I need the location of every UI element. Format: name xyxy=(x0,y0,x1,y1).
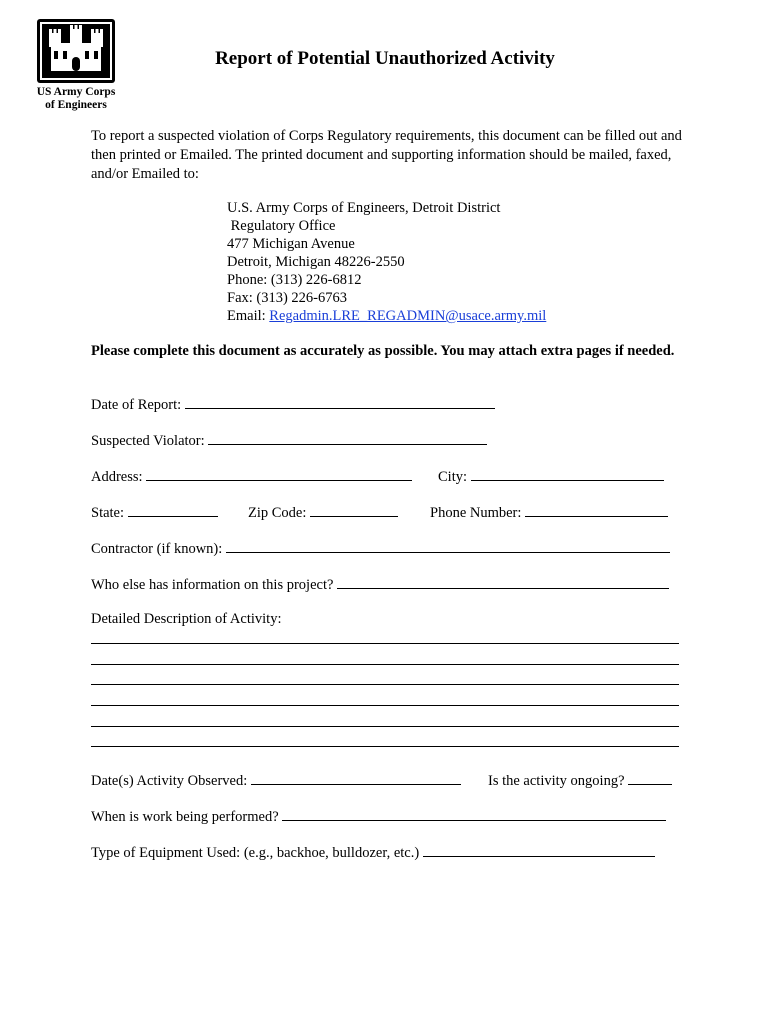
state-field[interactable] xyxy=(128,503,218,517)
description-line[interactable] xyxy=(91,643,679,644)
address-line-4: Detroit, Michigan 48226-2550 xyxy=(227,254,405,270)
equipment-row xyxy=(91,843,655,863)
usace-logo xyxy=(37,19,115,83)
description-label: Detailed Description of Activity: xyxy=(91,611,282,627)
address-fax: Fax: (313) 226-6763 xyxy=(227,290,348,306)
suspected-violator-row xyxy=(91,431,487,451)
date-of-report-label: Date of Report: xyxy=(91,397,182,413)
description-line[interactable] xyxy=(91,746,679,747)
description-line[interactable] xyxy=(91,664,679,665)
dates-observed-field[interactable] xyxy=(251,771,461,785)
description-line[interactable] xyxy=(91,684,679,685)
description-line[interactable] xyxy=(91,726,679,727)
equipment-label: Type of Equipment Used: (e.g., backhoe, bulldozer, etc.) xyxy=(91,845,420,861)
org-name xyxy=(14,86,138,112)
dates-observed-row xyxy=(91,771,461,791)
dates-observed-label: Date(s) Activity Observed: xyxy=(91,773,248,789)
state-row xyxy=(91,503,218,523)
intro-paragraph: To report a suspected violation of Corps Regulatory requirements, this document can be filled out and then printed or Emailed. The printed document and supporting information should be mailed, faxed, and/or Emailed to: xyxy=(91,128,682,182)
when-work-field[interactable] xyxy=(282,807,666,821)
org-name-line2: of Engineers xyxy=(45,99,107,111)
city-row xyxy=(438,467,664,487)
who-else-row xyxy=(91,575,669,595)
address-row xyxy=(91,467,412,487)
mailing-address xyxy=(227,199,546,325)
phone-row xyxy=(430,503,668,523)
when-work-row xyxy=(91,807,666,827)
phone-field[interactable] xyxy=(525,503,668,517)
org-name-line1: US Army Corps xyxy=(36,86,116,98)
address-email xyxy=(227,307,546,325)
contractor-row xyxy=(91,539,670,559)
contractor-label: Contractor (if known): xyxy=(91,541,223,557)
phone-label: Phone Number: xyxy=(430,505,522,521)
zip-row xyxy=(248,503,398,523)
email-link[interactable]: Regadmin.LRE_REGADMIN@usace.army.mil xyxy=(269,308,547,324)
address-label: Address: xyxy=(91,469,143,485)
address-line-3: 477 Michigan Avenue xyxy=(227,236,355,252)
city-field[interactable] xyxy=(471,467,664,481)
castle-icon xyxy=(37,19,115,83)
date-of-report-row xyxy=(91,395,495,415)
equipment-field[interactable] xyxy=(423,843,655,857)
ongoing-field[interactable] xyxy=(628,771,672,785)
contractor-field[interactable] xyxy=(226,539,670,553)
zip-field[interactable] xyxy=(310,503,398,517)
who-else-field[interactable] xyxy=(337,575,669,589)
when-work-label: When is work being performed? xyxy=(91,809,279,825)
email-label: Email: xyxy=(227,308,270,324)
suspected-violator-label: Suspected Violator: xyxy=(91,433,205,449)
ongoing-label: Is the activity ongoing? xyxy=(488,773,625,789)
address-line-2: Regulatory Office xyxy=(227,218,336,234)
description-line[interactable] xyxy=(91,705,679,706)
state-label: State: xyxy=(91,505,125,521)
city-label: City: xyxy=(438,469,468,485)
suspected-violator-field[interactable] xyxy=(208,431,487,445)
zip-label: Zip Code: xyxy=(248,505,307,521)
ongoing-row xyxy=(488,771,672,791)
date-of-report-field[interactable] xyxy=(185,395,495,409)
address-field[interactable] xyxy=(146,467,412,481)
instructions-note: Please complete this document as accurately as possible. You may attach extra pages if needed. xyxy=(91,343,675,359)
address-line-1: U.S. Army Corps of Engineers, Detroit District xyxy=(227,200,501,216)
page-title: Report of Potential Unauthorized Activity xyxy=(215,48,555,69)
address-phone: Phone: (313) 226-6812 xyxy=(227,272,362,288)
who-else-label: Who else has information on this project? xyxy=(91,577,334,593)
